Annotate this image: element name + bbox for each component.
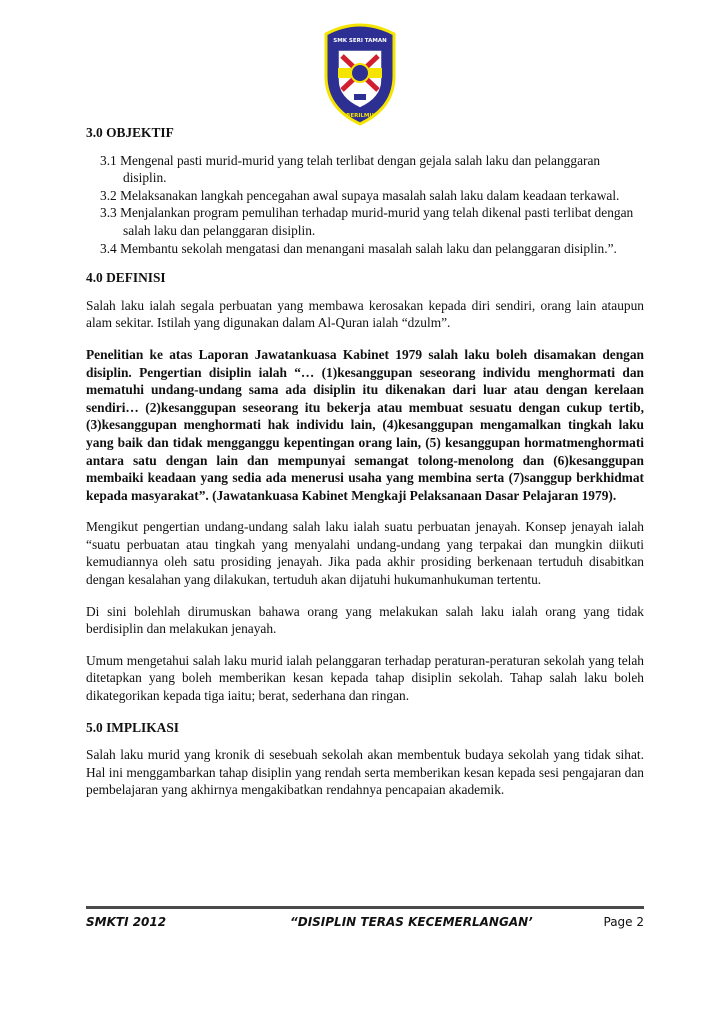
implication-paragraph: Salah laku murid yang kronik di sesebuah sekolah akan membentuk budaya sekolah yang tidak sihat. Hal ini menggambarkan tahap disiplin yang rendah serta memberikan kesan kepada sesi pengajaran dan pembelajaran yang akhirnya mengakibatkan rendahnya pencapaian akademik. xyxy=(86,747,644,798)
footer-motto: “DISIPLIN TERAS KECEMERLANGAN’ xyxy=(290,915,533,929)
definition-paragraph: Di sini bolehlah dirumuskan bahawa orang yang melakukan salah laku ialah orang yang tidak berdisiplin dan melakukan jenayah. xyxy=(86,603,644,637)
school-crest-logo xyxy=(318,20,402,126)
section-heading-implikasi: 5.0 IMPLIKASI xyxy=(86,719,180,735)
footer-rule xyxy=(86,906,644,909)
crest-center-emblem xyxy=(351,64,369,82)
crest-bottom-text: BERILMU xyxy=(346,113,374,119)
objective-item: 3.3 Menjalankan program pemulihan terhadap murid-murid yang telah dikenal pasti terlibat dengan salah laku dan pelanggaran disiplin. xyxy=(100,205,634,238)
section-heading-definisi: 4.0 DEFINISI xyxy=(86,270,166,286)
definition-paragraph: Umum mengetahui salah laku murid ialah pelanggaran terhadap peraturan-peraturan sekolah yang telah ditetapkan yang boleh memberikan kesan kepada tahap disiplin sekolah. Tahap salah laku boleh dikategorikan kepada tiga iaitu; berat, sederhana dan ringan. xyxy=(86,652,644,704)
crest-top-text: SMK SERI TAMAN xyxy=(333,38,387,44)
footer-page-number: Page 2 xyxy=(603,915,644,929)
page-footer xyxy=(86,906,644,936)
objective-item: 3.1 Mengenal pasti murid-murid yang telah terlibat dengan gejala salah laku dan pelanggaran disiplin. xyxy=(100,152,601,186)
definition-paragraph: Salah laku ialah segala perbuatan yang membawa kerosakan kepada diri sendiri, orang lain ataupun alam sekitar. Istilah yang digunakan dalam Al-Quran ialah “dzulm”. xyxy=(86,297,644,331)
crest-book-icon xyxy=(354,94,366,100)
section-heading-objektif: 3.0 OBJEKTIF xyxy=(86,125,174,140)
footer-school-year: SMKTI 2012 xyxy=(86,915,167,929)
definition-quote-paragraph: Penelitian ke atas Laporan Jawatankuasa Kabinet 1979 salah laku boleh disamakan dengan disiplin. Pengertian disiplin ialah “… (1)kesanggupan seseorang individu menghormati dan mematuhi undang-undang sama ada disiplin itu dikenakan dari luar atau dengan kerelaan sendiri… (2)kesanggupan seseorang itu bekerja atau membuat sesuatu dengan cukup tertib, (3)kesanggupan menghormati hak individu lain, (4)kesanggupan mengamalkan tingkah laku yang baik dan tidak mengganggu kepentingan orang lain, (5) kesanggupan hormatmenghormati antara satu dengan lain dan mempunyai semangat tolong-menolong dan (6)kesanggupan membaiki keadaan yang sedia ada menerusi usaha yang membina serta (7)sanggup berkhidmat kepada masyarakat”. (Jawatankuasa Kabinet Mengkaji Pelaksanaan Dasar Pelajaran 1979). xyxy=(86,346,644,503)
objective-item: 3.4 Membantu sekolah mengatasi dan menangani masalah salah laku dan pelanggaran disiplin.”. xyxy=(100,240,617,256)
objective-list xyxy=(100,152,644,258)
objective-item: 3.2 Melaksanakan langkah pencegahan awal supaya masalah salah laku dalam keadaan terkawal. xyxy=(100,187,620,203)
definition-paragraph: Mengikut pengertian undang-undang salah laku ialah suatu perbuatan jenayah. Konsep jenayah ialah “suatu perbuatan atau tingkah yang menyalahi undang-undang yang terpakai dan mungkin diikuti kemudiannya oleh satu prosiding jenayah. Jika pada akhir prosiding berkenaan tertuduh disabitkan dengan kesalahan yang dilakukan, tertuduh akan dijatuhi hukumanhukuman tertentu. xyxy=(86,519,644,588)
document-body xyxy=(86,124,644,813)
